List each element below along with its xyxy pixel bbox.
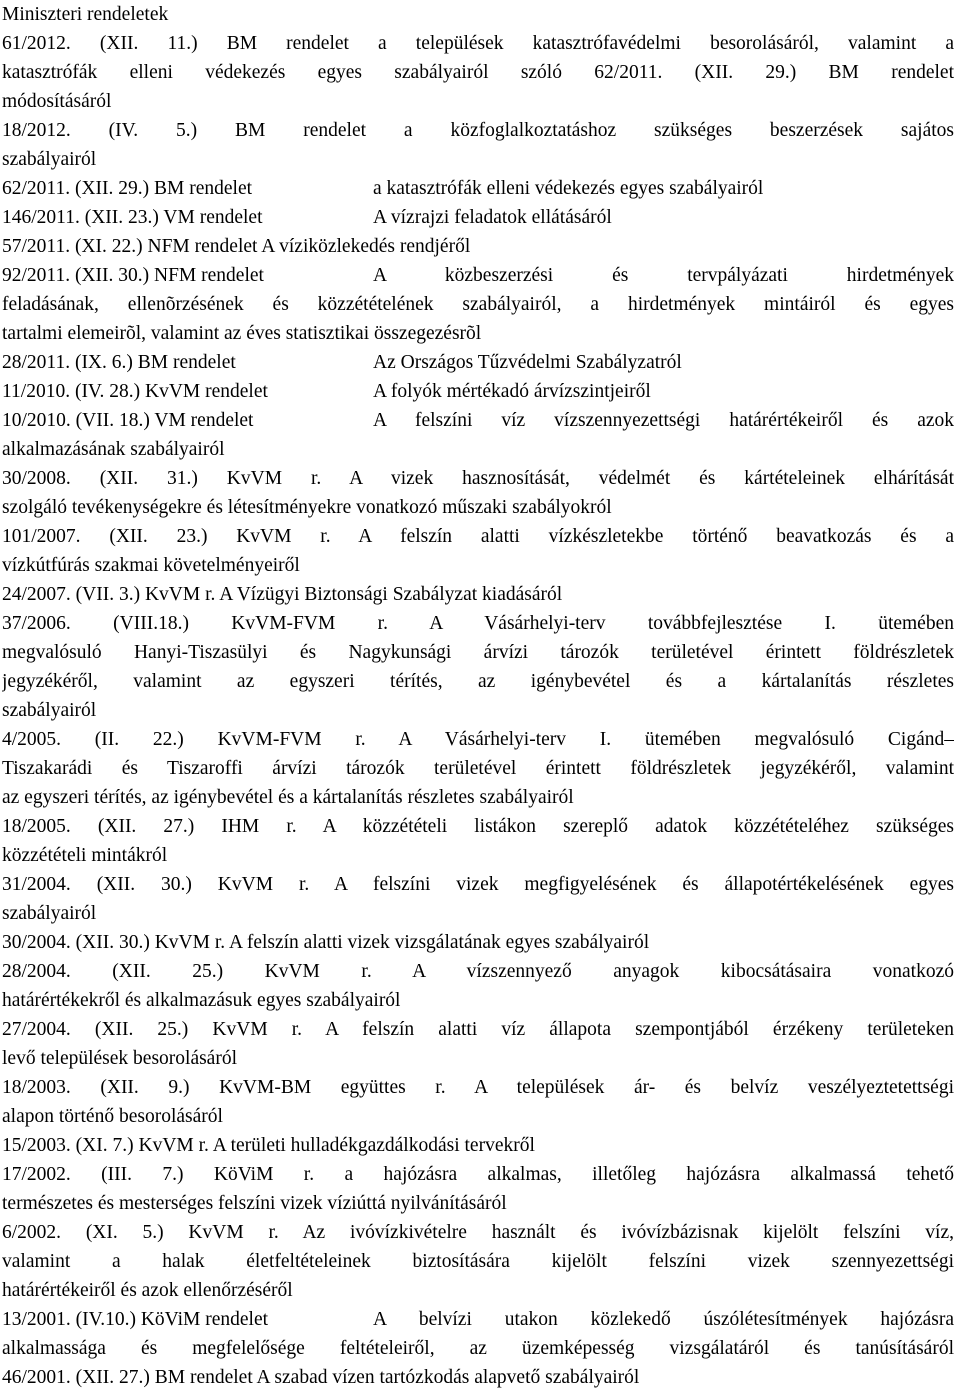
document-text-line: katasztrófák elleni védekezés egyes szabályairól szóló 62/2011. (XII. 29.) BM rendelet bbox=[2, 62, 954, 83]
regulation-title: A folyók mértékadó árvízszintjeiről bbox=[373, 381, 651, 402]
document-text-line: közzétételi mintákról bbox=[2, 845, 168, 866]
document-text-line: vízkútfúrás szakmai követelményeiről bbox=[2, 555, 300, 576]
document-text-line: alapon történő besorolásáról bbox=[2, 1106, 223, 1127]
document-text-line: 18/2012. (IV. 5.) BM rendelet a közfoglalkoztatáshoz szükséges beszerzések sajátos bbox=[2, 120, 954, 141]
regulation-title: A felszíni víz vízszennyezettségi határértékeiről és azok bbox=[373, 410, 954, 431]
document-text-line: 27/2004. (XII. 25.) KvVM r. A felszín alatti víz állapota szempontjából érzékeny területeken bbox=[2, 1019, 954, 1040]
document-heading: Miniszteri rendeletek bbox=[2, 4, 169, 25]
document-text-line: valamint a halak életfeltételeinek biztosítására kijelölt felszíni vizek szennyezettségi bbox=[2, 1251, 954, 1272]
document-text-line: határértékekről és alkalmazásuk egyes szabályairól bbox=[2, 990, 401, 1011]
document-text-line: Tiszakarádi és Tiszaroffi árvízi tározók területével érintett földrészletek jegyzékéről, valamint bbox=[2, 758, 954, 779]
document-text-line: szolgáló tevékenységekre és létesítményekre vonatkozó műszaki szabályokról bbox=[2, 497, 612, 518]
regulation-title: a katasztrófák elleni védekezés egyes szabályairól bbox=[373, 178, 764, 199]
regulation-title: Az Országos Tűzvédelmi Szabályzatról bbox=[373, 352, 682, 373]
document-text-line: feladásának, ellenõrzésének és közzétételének szabályairól, a hirdetmények mintáiról és egyes bbox=[2, 294, 954, 315]
regulation-reference: 13/2001. (IV.10.) KöViM rendelet bbox=[2, 1309, 269, 1330]
document-text-line: 28/2004. (XII. 25.) KvVM r. A vízszennyező anyagok kibocsátásaira vonatkozó bbox=[2, 961, 954, 982]
document-text-line: az egyszeri térítés, az igénybevétel és a kártalanítás részletes szabályairól bbox=[2, 787, 574, 808]
document-text-line: alkalmassága és megfelelősége feltételeiről, az üzemképesség vizsgálatáról és tanúsításáról bbox=[2, 1338, 954, 1359]
document-text-line: módosításáról bbox=[2, 91, 112, 112]
regulation-reference: 11/2010. (IV. 28.) KvVM rendelet bbox=[2, 381, 268, 402]
document-text-line: levő települések besorolásáról bbox=[2, 1048, 237, 1069]
document-text-line: 15/2003. (XI. 7.) KvVM r. A területi hulladékgazdálkodási tervekről bbox=[2, 1135, 535, 1156]
document-text-line: 18/2003. (XII. 9.) KvVM-BM együttes r. A települések ár- és belvíz veszélyeztetettségi bbox=[2, 1077, 954, 1098]
document-entry-line bbox=[2, 406, 954, 435]
document-text-line: 24/2007. (VII. 3.) KvVM r. A Vízügyi Biztonsági Szabályzat kiadásáról bbox=[2, 584, 563, 605]
document-entry-line bbox=[2, 261, 954, 290]
document-text-line: 18/2005. (XII. 27.) IHM r. A közzétételi listákon szereplő adatok közzétételéhez szükséges bbox=[2, 816, 954, 837]
document-entry-line bbox=[2, 377, 954, 406]
document-entry-line bbox=[2, 1305, 954, 1334]
document-text-line: határértékeiről és azok ellenőrzéséről bbox=[2, 1280, 293, 1301]
document-entry-line bbox=[2, 174, 954, 203]
document-text-line: 6/2002. (XI. 5.) KvVM r. Az ivóvízkivételre használt és ivóvízbázisnak kijelölt felszíni víz, bbox=[2, 1222, 954, 1243]
document-text-line: 30/2004. (XII. 30.) KvVM r. A felszín alatti vizek vizsgálatának egyes szabályairól bbox=[2, 932, 650, 953]
document-text-line: 46/2001. (XII. 27.) BM rendelet A szabad vízen tartózkodás alapvető szabályairól bbox=[2, 1367, 640, 1388]
document-text-line: 30/2008. (XII. 31.) KvVM r. A vizek hasznosítását, védelmét és kártételeinek elhárítását bbox=[2, 468, 954, 489]
regulation-reference: 28/2011. (IX. 6.) BM rendelet bbox=[2, 352, 236, 373]
regulation-title: A közbeszerzési és tervpályázati hirdetmények bbox=[373, 265, 954, 286]
document-text-line: szabályairól bbox=[2, 903, 97, 924]
regulation-reference: 146/2011. (XII. 23.) VM rendelet bbox=[2, 207, 263, 228]
document-text-line: 17/2002. (III. 7.) KöViM r. a hajózásra alkalmas, illetőleg hajózásra alkalmassá tehető bbox=[2, 1164, 954, 1185]
regulation-title: A belvízi utakon közlekedő úszólétesítmények hajózásra bbox=[373, 1309, 954, 1330]
document-entry-line bbox=[2, 348, 954, 377]
document-text-line: 37/2006. (VIII.18.) KvVM-FVM r. A Vásárhelyi-terv továbbfejlesztése I. ütemében bbox=[2, 613, 954, 634]
regulation-title: A vízrajzi feladatok ellátásáról bbox=[373, 207, 612, 228]
document-text-line: 101/2007. (XII. 23.) KvVM r. A felszín alatti vízkészletekbe történő beavatkozás és a bbox=[2, 526, 954, 547]
document-page bbox=[2, 0, 954, 1392]
regulation-reference: 62/2011. (XII. 29.) BM rendelet bbox=[2, 178, 253, 199]
document-text-line: 61/2012. (XII. 11.) BM rendelet a települések katasztrófavédelmi besorolásáról, valamint a bbox=[2, 33, 954, 54]
document-text-line: 4/2005. (II. 22.) KvVM-FVM r. A Vásárhelyi-terv I. ütemében megvalósuló Cigánd– bbox=[2, 729, 954, 750]
document-text-line: természetes és mesterséges felszíni vizek víziúttá nyilvánításáról bbox=[2, 1193, 507, 1214]
document-text-line: 31/2004. (XII. 30.) KvVM r. A felszíni vizek megfigyelésének és állapotértékelésének egyes bbox=[2, 874, 954, 895]
document-text-line: megvalósuló Hanyi-Tiszasülyi és Nagykunsági árvízi tározók területével érintett földrészletek bbox=[2, 642, 954, 663]
regulation-reference: 10/2010. (VII. 18.) VM rendelet bbox=[2, 410, 254, 431]
regulation-reference: 92/2011. (XII. 30.) NFM rendelet bbox=[2, 265, 264, 286]
document-text-line: tartalmi elemeirõl, valamint az éves statisztikai összegezésrõl bbox=[2, 323, 482, 344]
document-text-line: szabályairól bbox=[2, 149, 97, 170]
document-text-line: alkalmazásának szabályairól bbox=[2, 439, 225, 460]
document-text-line: jegyzékéről, valamint az egyszeri térítés, az igénybevétel és a kártalanítás részletes bbox=[2, 671, 954, 692]
document-text-line: 57/2011. (XI. 22.) NFM rendelet A víziközlekedés rendjéről bbox=[2, 236, 471, 257]
document-text-line: szabályairól bbox=[2, 700, 97, 721]
document-entry-line bbox=[2, 203, 954, 232]
